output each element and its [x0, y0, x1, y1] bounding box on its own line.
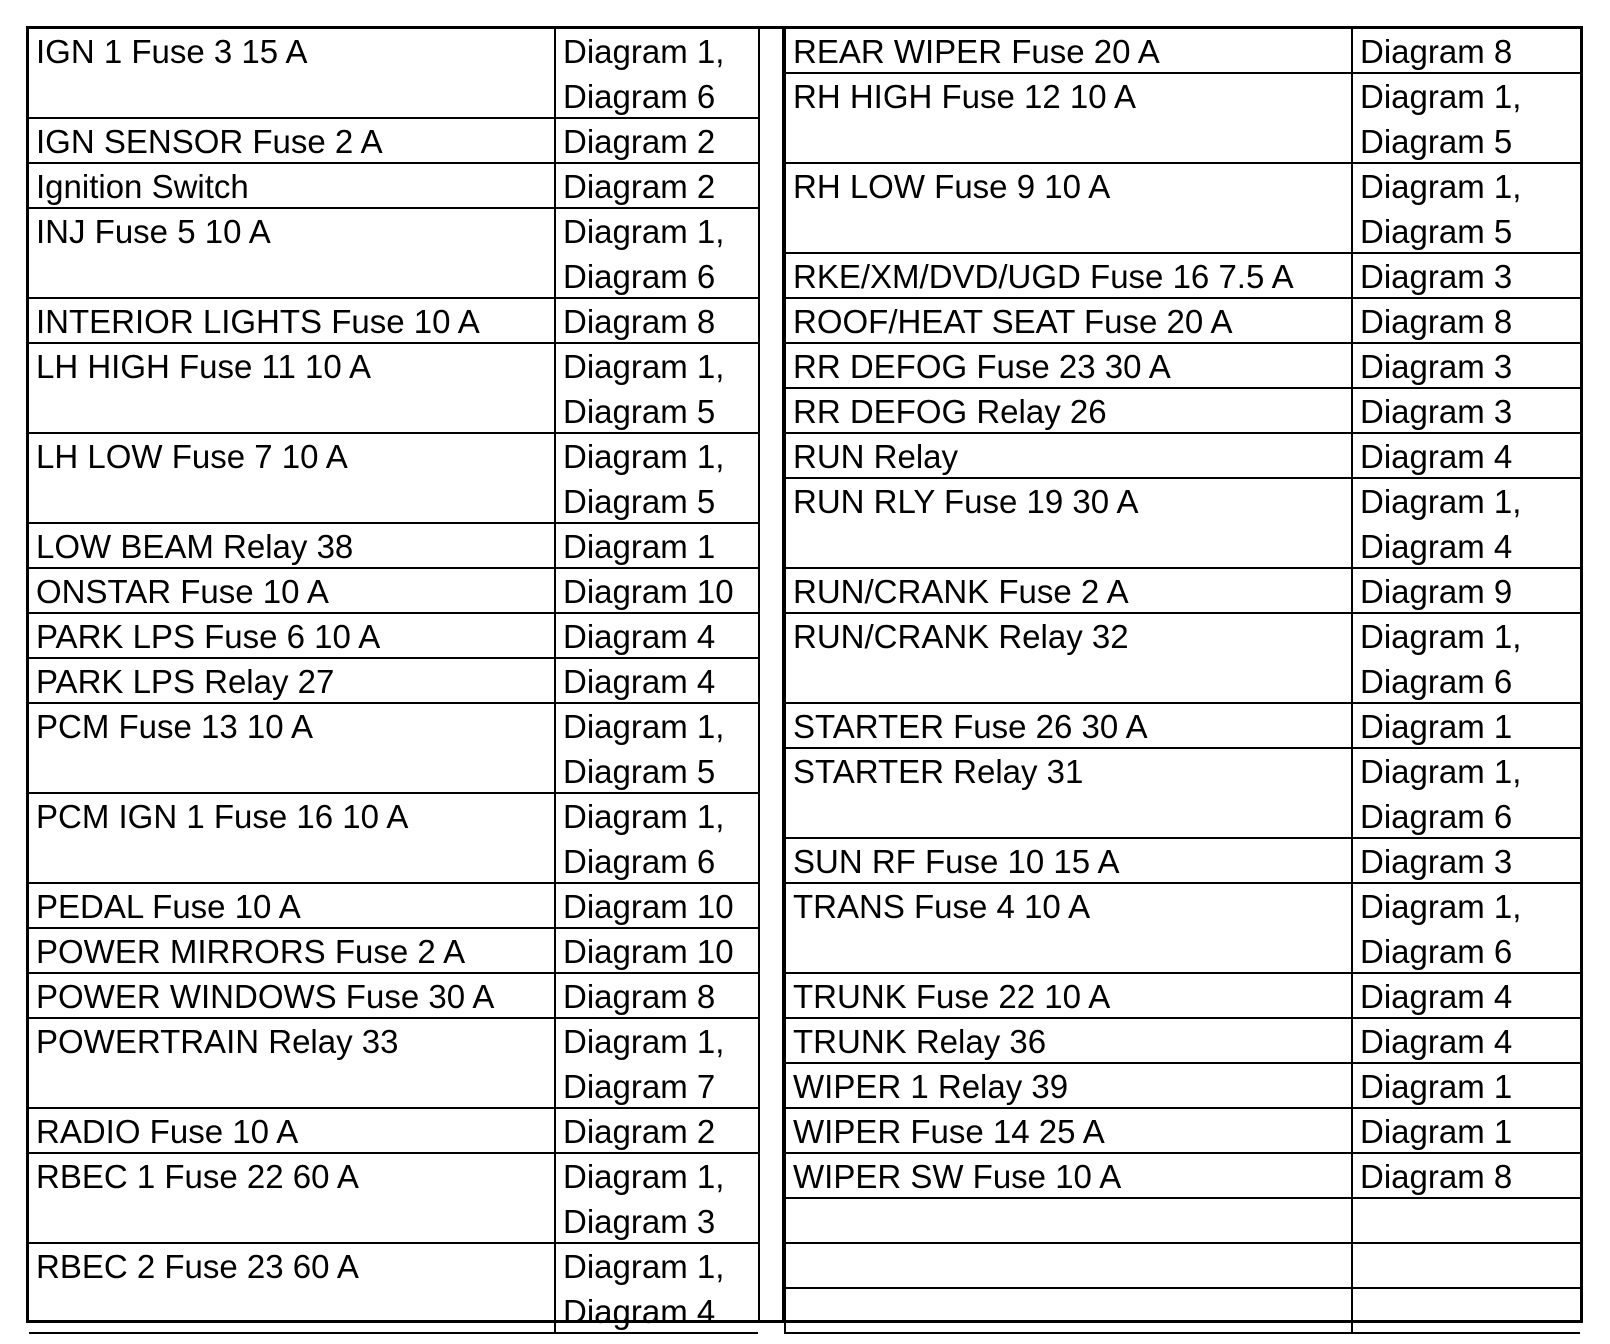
table-row-component: [784, 389, 1351, 434]
diagram-ref-label: Diagram 2: [563, 1113, 716, 1150]
table-row-diagram-ref: [1351, 1109, 1580, 1154]
diagram-ref-label: Diagram 3: [1360, 258, 1513, 295]
component-label: [793, 1289, 1351, 1334]
table-row-diagram-ref: [554, 1109, 758, 1154]
component-label: RBEC 1 Fuse 22 60 A: [36, 1158, 359, 1195]
table-row-component: [29, 884, 554, 929]
diagram-ref-label: Diagram 6: [1360, 663, 1513, 700]
table-row-diagram-ref: [1351, 299, 1580, 344]
table-row-diagram-ref: [554, 794, 758, 884]
diagram-ref-label: Diagram 3: [1360, 348, 1513, 385]
table-row-component: [784, 839, 1351, 884]
component-label: PCM IGN 1 Fuse 16 10 A: [36, 798, 409, 835]
diagram-ref-label: Diagram 1,: [1360, 168, 1522, 205]
diagram-ref-label: Diagram 1,: [563, 33, 725, 70]
table-row-component: [29, 209, 554, 299]
table-row-component: [784, 1244, 1351, 1289]
table-row-component: [29, 1019, 554, 1109]
diagram-ref-label: Diagram 2: [563, 168, 716, 205]
component-label: PARK LPS Fuse 6 10 A: [36, 618, 381, 655]
component-label: TRANS Fuse 4 10 A: [793, 888, 1091, 925]
component-label: [793, 1244, 1351, 1289]
table-row-diagram-ref: [1351, 1064, 1580, 1109]
diagram-ref-label: Diagram 1,: [563, 213, 725, 250]
diagram-ref-label: Diagram 5: [1360, 213, 1513, 250]
table-row-component: [29, 299, 554, 344]
diagram-ref-label: Diagram 1,: [1360, 888, 1522, 925]
table-row-component: [784, 434, 1351, 479]
table-row-component: [784, 1019, 1351, 1064]
table-row-diagram-ref: [1351, 1244, 1580, 1289]
diagram-ref-label: Diagram 6: [1360, 798, 1513, 835]
table-row-diagram-ref: [1351, 704, 1580, 749]
table-row-component: [784, 299, 1351, 344]
table-row-diagram-ref: [554, 299, 758, 344]
table-row-diagram-ref: [1351, 389, 1580, 434]
table-row-diagram-ref: [554, 929, 758, 974]
table-row-diagram-ref: [554, 434, 758, 524]
diagram-ref-label: Diagram 1,: [1360, 483, 1522, 520]
table-row-component: [29, 29, 554, 119]
diagram-ref-label: Diagram 1: [1360, 1068, 1513, 1105]
table-row-component: [29, 794, 554, 884]
table-row-component: [29, 1109, 554, 1154]
diagram-ref-label: Diagram 9: [1360, 573, 1513, 610]
table-row-diagram-ref: [1351, 164, 1580, 254]
table-row-component: [29, 974, 554, 1019]
table-row-component: [784, 1199, 1351, 1244]
component-label: RUN/CRANK Fuse 2 A: [793, 573, 1129, 610]
component-label: PEDAL Fuse 10 A: [36, 888, 301, 925]
diagram-ref-label: [1360, 1244, 1580, 1289]
diagram-ref-label: [1360, 1199, 1580, 1244]
table-row-diagram-ref: [1351, 749, 1580, 839]
table-row-component: [29, 1244, 554, 1334]
component-label: RKE/XM/DVD/UGD Fuse 16 7.5 A: [793, 258, 1294, 295]
table-row-diagram-ref: [1351, 479, 1580, 569]
component-label: STARTER Relay 31: [793, 753, 1084, 790]
component-label: POWER MIRRORS Fuse 2 A: [36, 933, 466, 970]
component-label: REAR WIPER Fuse 20 A: [793, 33, 1160, 70]
component-label: IGN 1 Fuse 3 15 A: [36, 33, 308, 70]
diagram-ref-label: Diagram 1: [1360, 1113, 1513, 1150]
table-row-component: [29, 704, 554, 794]
diagram-ref-label: Diagram 1: [1360, 708, 1513, 745]
diagram-ref-label: Diagram 1,: [1360, 618, 1522, 655]
component-label: LH LOW Fuse 7 10 A: [36, 438, 348, 475]
diagram-ref-label: Diagram 4: [563, 663, 716, 700]
table-row-diagram-ref: [1351, 344, 1580, 389]
component-label: WIPER SW Fuse 10 A: [793, 1158, 1122, 1195]
component-label: PCM Fuse 13 10 A: [36, 708, 313, 745]
diagram-ref-label: Diagram 6: [1360, 933, 1513, 970]
table-row-component: [784, 344, 1351, 389]
diagram-ref-label: Diagram 8: [1360, 33, 1513, 70]
table-row-diagram-ref: [554, 1154, 758, 1244]
table-row-component: [784, 614, 1351, 704]
diagram-ref-label: Diagram 10: [563, 933, 734, 970]
table-row-diagram-ref: [554, 209, 758, 299]
diagram-ref-label: Diagram 5: [563, 483, 716, 520]
table-row-diagram-ref: [1351, 254, 1580, 299]
table-row-diagram-ref: [554, 119, 758, 164]
component-label: STARTER Fuse 26 30 A: [793, 708, 1148, 745]
table-row-component: [29, 164, 554, 209]
diagram-ref-label: Diagram 7: [563, 1068, 716, 1105]
table-row-component: [29, 119, 554, 164]
component-label: POWERTRAIN Relay 33: [36, 1023, 399, 1060]
diagram-ref-label: Diagram 10: [563, 573, 734, 610]
component-label: Ignition Switch: [36, 168, 249, 205]
component-label: RH LOW Fuse 9 10 A: [793, 168, 1111, 205]
component-label: SUN RF Fuse 10 15 A: [793, 843, 1120, 880]
component-label: TRUNK Relay 36: [793, 1023, 1047, 1060]
component-label: LH HIGH Fuse 11 10 A: [36, 348, 372, 385]
component-label: POWER WINDOWS Fuse 30 A: [36, 978, 495, 1015]
table-row-diagram-ref: [1351, 74, 1580, 164]
table-row-diagram-ref: [554, 164, 758, 209]
table-row-diagram-ref: [1351, 569, 1580, 614]
diagram-ref-label: Diagram 1,: [563, 1158, 725, 1195]
diagram-ref-label: Diagram 1,: [1360, 753, 1522, 790]
table-row-component: [784, 74, 1351, 164]
diagram-ref-label: Diagram 1,: [563, 438, 725, 475]
component-label: WIPER 1 Relay 39: [793, 1068, 1069, 1105]
table-row-component: [784, 254, 1351, 299]
table-row-diagram-ref: [554, 1244, 758, 1334]
diagram-ref-label: Diagram 6: [563, 843, 716, 880]
component-label: LOW BEAM Relay 38: [36, 528, 354, 565]
component-label: RUN RLY Fuse 19 30 A: [793, 483, 1139, 520]
diagram-ref-label: Diagram 3: [1360, 393, 1513, 430]
diagram-ref-label: Diagram 5: [1360, 123, 1513, 160]
table-row-component: [784, 164, 1351, 254]
table-row-diagram-ref: [1351, 884, 1580, 974]
table-row-component: [29, 1154, 554, 1244]
component-label: RUN Relay: [793, 438, 959, 475]
component-label: RUN/CRANK Relay 32: [793, 618, 1129, 655]
component-label: ONSTAR Fuse 10 A: [36, 573, 329, 610]
table-row-component: [29, 524, 554, 569]
table-row-component: [784, 884, 1351, 974]
table-row-component: [784, 749, 1351, 839]
diagram-ref-label: Diagram 5: [563, 753, 716, 790]
table-row-diagram-ref: [1351, 974, 1580, 1019]
diagram-ref-label: Diagram 6: [563, 78, 716, 115]
table-row-component: [29, 614, 554, 659]
diagram-ref-label: Diagram 1,: [563, 1023, 725, 1060]
table-row-component: [784, 1064, 1351, 1109]
table-row-component: [29, 929, 554, 974]
table-row-diagram-ref: [554, 884, 758, 929]
diagram-ref-label: Diagram 6: [563, 258, 716, 295]
diagram-ref-label: Diagram 4: [563, 618, 716, 655]
diagram-ref-label: Diagram 1,: [1360, 78, 1522, 115]
diagram-ref-label: Diagram 10: [563, 888, 734, 925]
table-row-component: [784, 974, 1351, 1019]
component-label: RR DEFOG Fuse 23 30 A: [793, 348, 1171, 385]
diagram-ref-label: Diagram 8: [563, 978, 716, 1015]
diagram-ref-label: Diagram 3: [1360, 843, 1513, 880]
diagram-ref-label: Diagram 4: [1360, 978, 1513, 1015]
diagram-ref-label: Diagram 3: [563, 1203, 716, 1240]
diagram-ref-label: Diagram 8: [1360, 1158, 1513, 1195]
component-label: RH HIGH Fuse 12 10 A: [793, 78, 1136, 115]
table-row-component: [784, 1109, 1351, 1154]
table-row-diagram-ref: [1351, 1154, 1580, 1199]
table-row-diagram-ref: [554, 974, 758, 1019]
table-row-diagram-ref: [554, 29, 758, 119]
diagram-ref-label: Diagram 2: [563, 123, 716, 160]
component-label: [793, 1199, 1351, 1244]
table-row-component: [784, 1154, 1351, 1199]
diagram-ref-label: Diagram 1: [563, 528, 716, 565]
component-label: WIPER Fuse 14 25 A: [793, 1113, 1105, 1150]
diagram-ref-label: Diagram 8: [1360, 303, 1513, 340]
diagram-ref-label: [1360, 1289, 1580, 1334]
table-row-component: [784, 704, 1351, 749]
table-row-component: [784, 1289, 1351, 1334]
component-label: INJ Fuse 5 10 A: [36, 213, 271, 250]
table-row-component: [29, 569, 554, 614]
diagram-ref-label: Diagram 1,: [563, 348, 725, 385]
component-label: PARK LPS Relay 27: [36, 663, 335, 700]
table-row-diagram-ref: [554, 524, 758, 569]
table-row-diagram-ref: [554, 704, 758, 794]
component-label: ROOF/HEAT SEAT Fuse 20 A: [793, 303, 1233, 340]
component-label: IGN SENSOR Fuse 2 A: [36, 123, 383, 160]
diagram-ref-label: Diagram 4: [1360, 438, 1513, 475]
component-label: TRUNK Fuse 22 10 A: [793, 978, 1111, 1015]
diagram-ref-label: Diagram 1,: [563, 798, 725, 835]
component-label: RADIO Fuse 10 A: [36, 1113, 299, 1150]
component-label: RBEC 2 Fuse 23 60 A: [36, 1248, 359, 1285]
diagram-ref-label: Diagram 4: [1360, 528, 1513, 565]
diagram-ref-label: Diagram 1,: [563, 1248, 725, 1285]
component-label: RR DEFOG Relay 26: [793, 393, 1107, 430]
table-row-diagram-ref: [554, 659, 758, 704]
table-row-diagram-ref: [1351, 1289, 1580, 1334]
table-row-diagram-ref: [1351, 1019, 1580, 1064]
table-row-component: [29, 344, 554, 434]
component-label: INTERIOR LIGHTS Fuse 10 A: [36, 303, 480, 340]
diagram-ref-label: Diagram 4: [563, 1293, 716, 1330]
diagram-ref-label: Diagram 4: [1360, 1023, 1513, 1060]
diagram-ref-label: Diagram 8: [563, 303, 716, 340]
table-row-diagram-ref: [1351, 1199, 1580, 1244]
diagram-ref-label: Diagram 1,: [563, 708, 725, 745]
table-row-diagram-ref: [1351, 29, 1580, 74]
table-row-diagram-ref: [1351, 434, 1580, 479]
diagram-ref-label: Diagram 5: [563, 393, 716, 430]
table-row-diagram-ref: [1351, 614, 1580, 704]
table-row-component: [29, 659, 554, 704]
table-row-diagram-ref: [1351, 839, 1580, 884]
table-row-diagram-ref: [554, 1019, 758, 1109]
table-row-diagram-ref: [554, 614, 758, 659]
table-row-component: [784, 29, 1351, 74]
table-row-diagram-ref: [554, 569, 758, 614]
table-row-component: [784, 569, 1351, 614]
table-row-component: [784, 479, 1351, 569]
table-row-component: [29, 434, 554, 524]
table-row-diagram-ref: [554, 344, 758, 434]
fuse-reference-table: [26, 26, 1583, 1330]
column-gap-divider-left: [758, 29, 784, 1320]
